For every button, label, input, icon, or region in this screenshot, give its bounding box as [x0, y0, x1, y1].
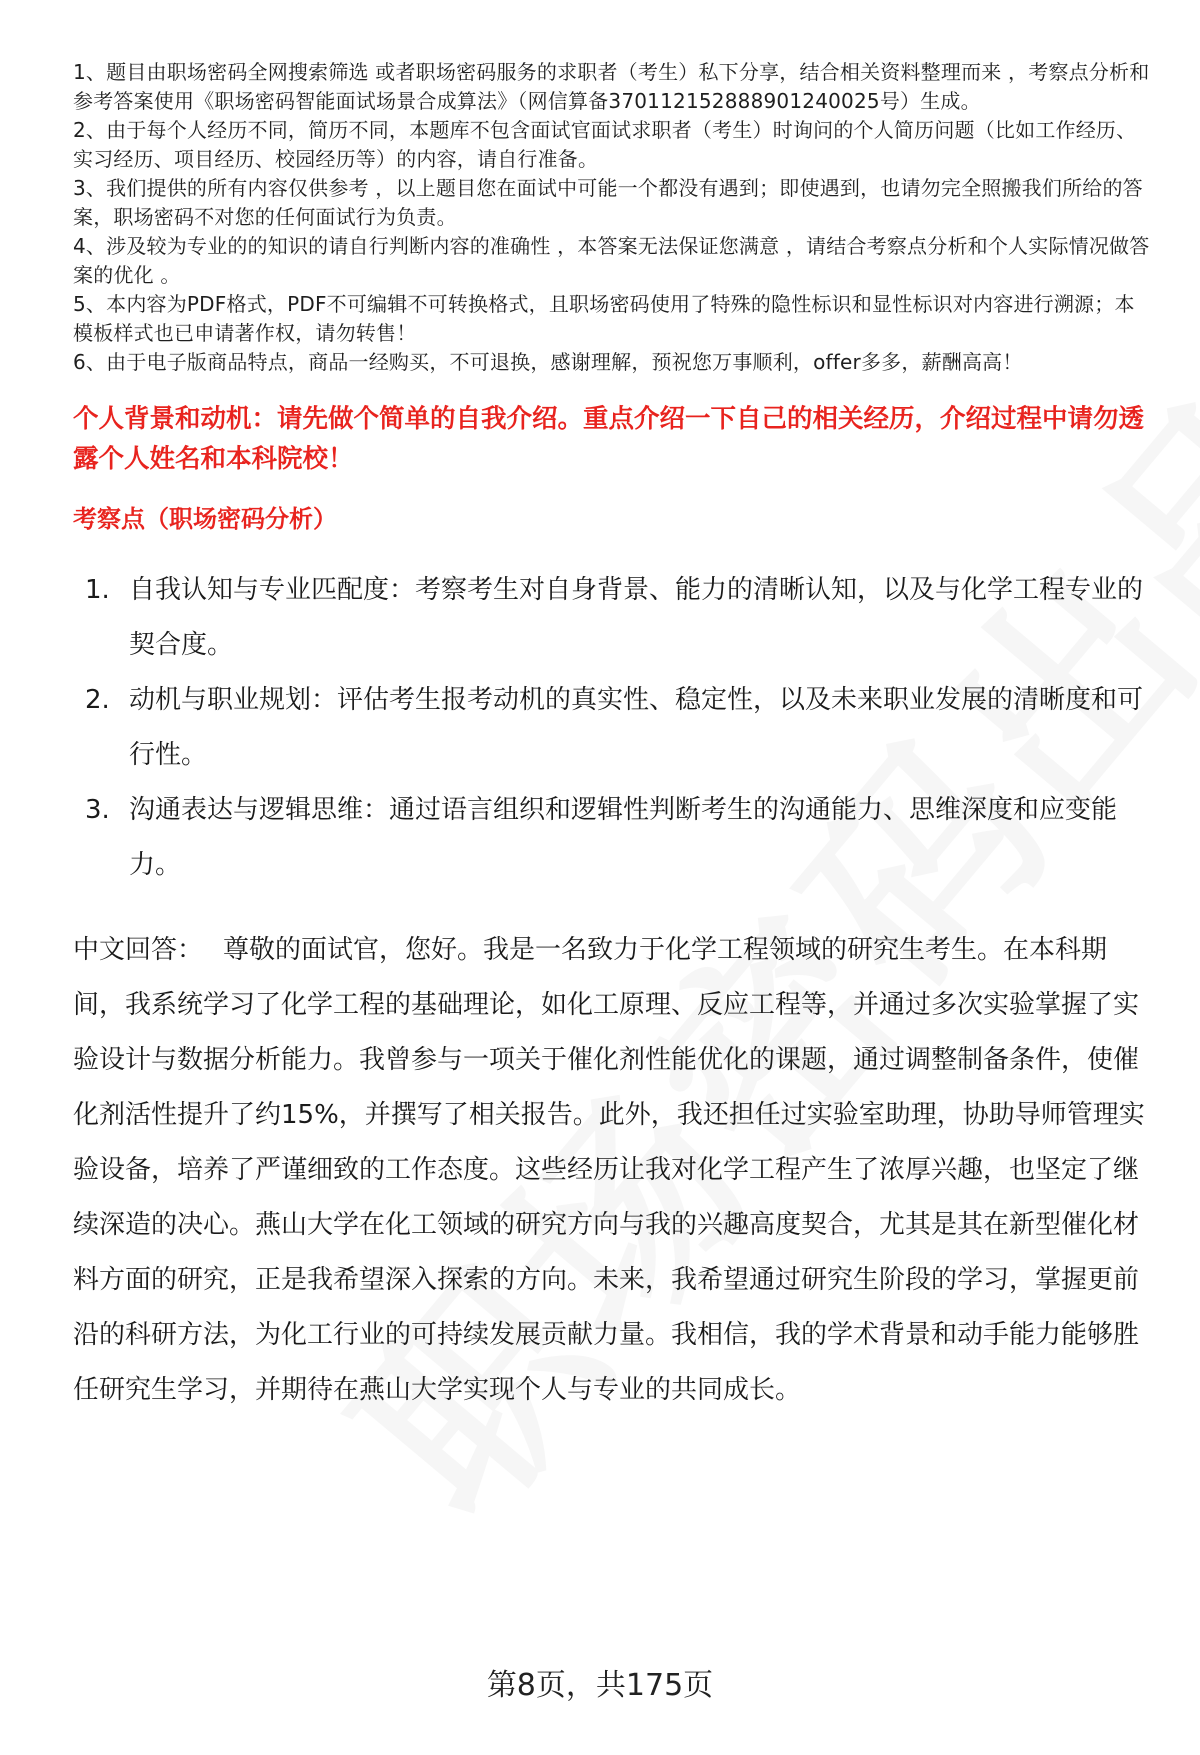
point-text: 自我认知与专业匹配度：考察考生对自身背景、能力的清晰认知，以及与化学工程专业的契合度。	[129, 575, 1144, 660]
note-item: 2、由于每个人经历不同，简历不同，本题库不包含面试官面试求职者（考生）时询问的个人简历问题（比如工作经历、实习经历、项目经历、校园经历等）的内容，请自行准备。	[73, 118, 1137, 171]
note-item: 4、涉及较为专业的的知识的请自行判断内容的准确性 ，本答案无法保证您满意 ，请结合考察点分析和个人实际情况做答案的优化 。	[73, 234, 1150, 287]
interview-question: 个人背景和动机：请先做个简单的自我介绍。重点介绍一下自己的相关经历，介绍过程中请勿透露个人姓名和本科院校！	[73, 404, 1145, 474]
note-item: 3、我们提供的所有内容仅供参考 ，以上题目您在面试中可能一个都没有遇到；即使遇到，也请勿完全照搬我们所给的答案，职场密码不对您的任何面试行为负责。	[73, 176, 1143, 229]
note-item: 6、由于电子版商品特点，商品一经购买，不可退换，感谢理解，预祝您万事顺利，offer多多，薪酬高高！	[73, 350, 1023, 374]
point-item	[73, 563, 1153, 673]
section-title: 考察点（职场密码分析）	[73, 505, 337, 533]
answer-text: 尊敬的面试官，您好。我是一名致力于化学工程领域的研究生考生。在本科期间，我系统学习了化学工程的基础理论，如化工原理、反应工程等，并通过多次实验掌握了实验设计与数据分析能力。我曾参与一项关于催化剂性能优化的课题，通过调整制备条件，使催化剂活性提升了约15%，并撰写了相关报告。此外，我还担任过实验室助理，协助导师管理实验设备，培养了严谨细致的工作态度。这些经历让我对化学工程产生了浓厚兴趣，也坚定了继续深造的决心。燕山大学在化工领域的研究方向与我的兴趣高度契合，尤其是其在新型催化材料方面的研究，正是我希望深入探索的方向。未来，我希望通过研究生阶段的学习，掌握更前沿的科研方法，为化工行业的可持续发展贡献力量。我相信，我的学术背景和动手能力能够胜任研究生学习，并期待在燕山大学实现个人与专业的共同成长。	[73, 935, 1145, 1405]
note-item: 5、本内容为PDF格式，PDF不可编辑不可转换格式，且职场密码使用了特殊的隐性标识和显性标识对内容进行溯源；本模板样式也已申请著作权，请勿转售！	[73, 292, 1135, 345]
point-number: 3.	[85, 795, 110, 825]
answer-label: 中文回答：	[73, 935, 204, 965]
assessment-points	[73, 563, 1153, 893]
disclaimer-notes	[73, 58, 1153, 377]
page-content	[73, 58, 1153, 1444]
point-item	[73, 783, 1153, 893]
note-item: 1、题目由职场密码全网搜索筛选 或者职场密码服务的求职者（考生）私下分享，结合相关资料整理而来 ，考察点分析和参考答案使用《职场密码智能面试场景合成算法》（网信算备370112152888901240025号）生成。	[73, 60, 1150, 113]
point-text: 动机与职业规划：评估考生报考动机的真实性、稳定性，以及未来职业发展的清晰度和可行性。	[129, 685, 1144, 770]
point-text: 沟通表达与逻辑思维：通过语言组织和逻辑性判断考生的沟通能力、思维深度和应变能力。	[129, 795, 1118, 880]
point-number: 2.	[85, 685, 110, 715]
page-number: 第8页，共175页	[486, 1668, 714, 1703]
answer-paragraph	[73, 923, 1153, 1418]
point-item	[73, 673, 1153, 783]
point-number: 1.	[85, 575, 110, 605]
